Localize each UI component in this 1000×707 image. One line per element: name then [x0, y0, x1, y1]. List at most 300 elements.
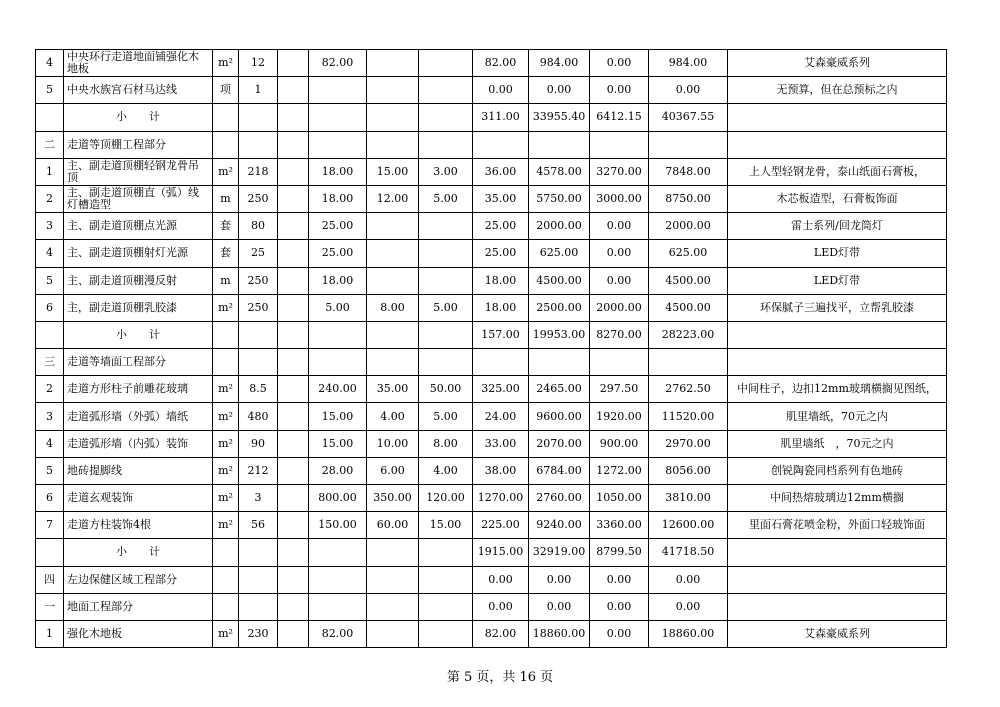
cell-unit-total: 0.00	[473, 77, 529, 104]
cell-material-total: 9600.00	[529, 403, 590, 430]
cell-row-total: 0.00	[649, 566, 728, 593]
cell-unit: m²	[213, 294, 239, 321]
cell-item-name: 地砖提脚线	[64, 457, 213, 484]
cell-row-total: 28223.00	[649, 321, 728, 348]
cell-item-name: 走道方柱装饰4根	[64, 512, 213, 539]
table-row	[36, 376, 947, 403]
cell-item-name: 主、副走道顶棚漫反射	[64, 267, 213, 294]
cell-unit-total: 311.00	[473, 104, 529, 131]
cell-remarks	[728, 539, 947, 566]
cell-col-blank	[278, 539, 309, 566]
cell-unit: m²	[213, 403, 239, 430]
cell-item-name: 中央环行走道地面铺强化木地板	[64, 50, 213, 77]
cell-unit: m²	[213, 376, 239, 403]
cell-row-index: 3	[36, 403, 64, 430]
cell-row-index: 7	[36, 512, 64, 539]
cell-row-index	[36, 321, 64, 348]
cell-labor-price	[367, 539, 419, 566]
cell-material-total: 4500.00	[529, 267, 590, 294]
cell-material-total: 32919.00	[529, 539, 590, 566]
cell-item-name: 小 计	[64, 321, 213, 348]
cell-remarks	[728, 349, 947, 376]
cell-unit	[213, 349, 239, 376]
cell-unit	[213, 131, 239, 158]
cell-row-total: 18860.00	[649, 620, 728, 647]
cell-quantity: 1	[239, 77, 278, 104]
cell-labor-price	[367, 593, 419, 620]
cell-item-name: 地面工程部分	[64, 593, 213, 620]
table-row	[36, 485, 947, 512]
cell-labor-price	[367, 620, 419, 647]
cell-quantity: 250	[239, 294, 278, 321]
cell-row-index: 6	[36, 294, 64, 321]
cell-labor-total: 3270.00	[590, 158, 649, 185]
cell-labor-total: 8799.50	[590, 539, 649, 566]
cell-material-price	[309, 131, 367, 158]
cell-remarks	[728, 566, 947, 593]
cell-labor-total: 8270.00	[590, 321, 649, 348]
cell-misc-price	[419, 213, 473, 240]
cell-misc-price	[419, 349, 473, 376]
cell-quantity: 480	[239, 403, 278, 430]
cell-col-blank	[278, 240, 309, 267]
cell-item-name: 小 计	[64, 104, 213, 131]
cell-row-index: 6	[36, 485, 64, 512]
table-row	[36, 104, 947, 131]
cell-quantity: 230	[239, 620, 278, 647]
cell-labor-price	[367, 213, 419, 240]
cell-material-price: 25.00	[309, 240, 367, 267]
table-row	[36, 593, 947, 620]
cell-material-total: 2465.00	[529, 376, 590, 403]
cell-unit: m	[213, 185, 239, 212]
cell-labor-total: 0.00	[590, 566, 649, 593]
cell-item-name: 小 计	[64, 539, 213, 566]
cell-quantity	[239, 104, 278, 131]
cell-unit-total: 25.00	[473, 213, 529, 240]
cell-labor-price: 15.00	[367, 158, 419, 185]
cell-unit-total: 1270.00	[473, 485, 529, 512]
cell-row-index: 三	[36, 349, 64, 376]
cell-material-price	[309, 349, 367, 376]
cell-row-total: 2970.00	[649, 430, 728, 457]
cell-misc-price	[419, 593, 473, 620]
cell-material-price: 150.00	[309, 512, 367, 539]
table-row	[36, 321, 947, 348]
cell-col-blank	[278, 620, 309, 647]
cell-row-total: 2000.00	[649, 213, 728, 240]
cell-misc-price	[419, 321, 473, 348]
cell-col-blank	[278, 376, 309, 403]
cell-col-blank	[278, 430, 309, 457]
cell-material-price: 800.00	[309, 485, 367, 512]
cell-quantity: 25	[239, 240, 278, 267]
cell-remarks: LED灯带	[728, 267, 947, 294]
cell-unit-total: 225.00	[473, 512, 529, 539]
cell-row-total: 0.00	[649, 77, 728, 104]
cell-remarks: 艾森豪威系列	[728, 50, 947, 77]
table-row	[36, 430, 947, 457]
cell-unit-total: 33.00	[473, 430, 529, 457]
cell-col-blank	[278, 566, 309, 593]
cell-quantity: 12	[239, 50, 278, 77]
cell-misc-price: 50.00	[419, 376, 473, 403]
cell-labor-price: 8.00	[367, 294, 419, 321]
cell-material-total: 4578.00	[529, 158, 590, 185]
table-row	[36, 294, 947, 321]
cell-item-name: 走道等墙面工程部分	[64, 349, 213, 376]
cell-unit	[213, 593, 239, 620]
cell-misc-price: 15.00	[419, 512, 473, 539]
cell-row-total: 984.00	[649, 50, 728, 77]
table-row	[36, 457, 947, 484]
cell-item-name: 走道弧形墙（内弧）装饰	[64, 430, 213, 457]
cell-labor-price	[367, 50, 419, 77]
cell-item-name: 走道弧形墙（外弧）墙纸	[64, 403, 213, 430]
cell-col-blank	[278, 593, 309, 620]
cell-row-index: 3	[36, 213, 64, 240]
cell-material-price: 15.00	[309, 430, 367, 457]
cell-material-total	[529, 131, 590, 158]
cell-row-index: 4	[36, 50, 64, 77]
cell-col-blank	[278, 457, 309, 484]
cell-labor-total: 297.50	[590, 376, 649, 403]
cell-labor-total: 3360.00	[590, 512, 649, 539]
cell-quantity	[239, 566, 278, 593]
cell-quantity	[239, 539, 278, 566]
cell-misc-price: 4.00	[419, 457, 473, 484]
cell-unit-total: 82.00	[473, 620, 529, 647]
cell-item-name: 强化木地板	[64, 620, 213, 647]
cell-material-total: 984.00	[529, 50, 590, 77]
cell-quantity: 250	[239, 267, 278, 294]
cell-misc-price: 5.00	[419, 294, 473, 321]
cell-col-blank	[278, 485, 309, 512]
cell-material-price: 28.00	[309, 457, 367, 484]
table-row	[36, 267, 947, 294]
cell-col-blank	[278, 185, 309, 212]
cell-quantity	[239, 131, 278, 158]
cell-material-price: 5.00	[309, 294, 367, 321]
cell-unit-total: 82.00	[473, 50, 529, 77]
cell-material-total: 2000.00	[529, 213, 590, 240]
cell-misc-price	[419, 539, 473, 566]
cell-unit: m²	[213, 485, 239, 512]
cell-unit: m²	[213, 50, 239, 77]
cell-labor-price: 12.00	[367, 185, 419, 212]
cell-row-total: 4500.00	[649, 267, 728, 294]
cell-misc-price	[419, 77, 473, 104]
cell-material-total: 625.00	[529, 240, 590, 267]
cell-material-price: 82.00	[309, 620, 367, 647]
cell-remarks: 创锐陶瓷同档系列有色地砖	[728, 457, 947, 484]
cell-misc-price	[419, 620, 473, 647]
page-number-label: 第 5 页，共 16 页	[446, 670, 554, 685]
cell-labor-total: 0.00	[590, 213, 649, 240]
cell-labor-total: 0.00	[590, 593, 649, 620]
cell-labor-price	[367, 131, 419, 158]
cell-material-total: 19953.00	[529, 321, 590, 348]
cell-labor-total: 6412.15	[590, 104, 649, 131]
cell-row-index: 5	[36, 77, 64, 104]
cell-material-total: 2070.00	[529, 430, 590, 457]
cell-remarks: 无预算，但在总预标之内	[728, 77, 947, 104]
cell-remarks: 艾森豪威系列	[728, 620, 947, 647]
cell-labor-total: 0.00	[590, 50, 649, 77]
cell-labor-price	[367, 349, 419, 376]
cell-material-total: 9240.00	[529, 512, 590, 539]
cell-quantity: 90	[239, 430, 278, 457]
cell-remarks: LED灯带	[728, 240, 947, 267]
cell-row-index: 1	[36, 620, 64, 647]
cell-col-blank	[278, 349, 309, 376]
cell-material-price	[309, 104, 367, 131]
cell-material-total: 0.00	[529, 593, 590, 620]
cell-quantity: 80	[239, 213, 278, 240]
cell-misc-price	[419, 267, 473, 294]
cell-row-index	[36, 539, 64, 566]
cell-remarks	[728, 593, 947, 620]
table-row	[36, 185, 947, 212]
cell-unit	[213, 104, 239, 131]
cell-labor-price: 10.00	[367, 430, 419, 457]
cell-remarks: 里面石膏花喷金粉，外面口轻玻饰面	[728, 512, 947, 539]
cell-item-name: 走道等顶棚工程部分	[64, 131, 213, 158]
cell-unit: m²	[213, 457, 239, 484]
cell-row-index: 4	[36, 240, 64, 267]
cell-unit: m²	[213, 430, 239, 457]
cell-material-total: 18860.00	[529, 620, 590, 647]
cell-unit-total: 1915.00	[473, 539, 529, 566]
cell-labor-total: 1050.00	[590, 485, 649, 512]
cell-row-index: 4	[36, 430, 64, 457]
cell-material-price	[309, 321, 367, 348]
cell-unit-total: 18.00	[473, 294, 529, 321]
cell-material-total	[529, 349, 590, 376]
cell-material-price: 18.00	[309, 185, 367, 212]
table-row	[36, 539, 947, 566]
cell-unit-total: 36.00	[473, 158, 529, 185]
cell-remarks: 中间柱子，边扣12mm玻璃横搁见图纸，	[728, 376, 947, 403]
cell-quantity: 56	[239, 512, 278, 539]
cell-misc-price	[419, 131, 473, 158]
cell-item-name: 中央水族宫石材马达线	[64, 77, 213, 104]
cell-quantity	[239, 593, 278, 620]
cell-labor-total: 0.00	[590, 620, 649, 647]
cell-unit-total: 35.00	[473, 185, 529, 212]
cell-row-index: 5	[36, 267, 64, 294]
cell-labor-price: 4.00	[367, 403, 419, 430]
cell-material-total: 5750.00	[529, 185, 590, 212]
cell-col-blank	[278, 50, 309, 77]
cell-row-total	[649, 131, 728, 158]
cell-item-name: 走道玄观装饰	[64, 485, 213, 512]
cell-col-blank	[278, 403, 309, 430]
cell-quantity: 212	[239, 457, 278, 484]
cell-misc-price: 120.00	[419, 485, 473, 512]
cell-labor-total: 0.00	[590, 77, 649, 104]
cell-labor-total	[590, 131, 649, 158]
table-row	[36, 213, 947, 240]
cell-material-total: 0.00	[529, 77, 590, 104]
table-row	[36, 77, 947, 104]
cell-row-total: 0.00	[649, 593, 728, 620]
cell-item-name: 主、副走道顶棚射灯光源	[64, 240, 213, 267]
cell-row-index: 5	[36, 457, 64, 484]
table-row	[36, 50, 947, 77]
cell-misc-price: 8.00	[419, 430, 473, 457]
cell-row-total: 8056.00	[649, 457, 728, 484]
cell-unit-total	[473, 349, 529, 376]
cell-row-total: 4500.00	[649, 294, 728, 321]
cell-remarks: 中间热熔玻璃边12mm横搁	[728, 485, 947, 512]
cell-quantity: 8.5	[239, 376, 278, 403]
cell-misc-price	[419, 104, 473, 131]
cell-labor-total: 900.00	[590, 430, 649, 457]
cell-col-blank	[278, 321, 309, 348]
cell-labor-price: 6.00	[367, 457, 419, 484]
cell-unit: m²	[213, 620, 239, 647]
cell-labor-price: 350.00	[367, 485, 419, 512]
cell-item-name: 走道方形柱子前雕花玻璃	[64, 376, 213, 403]
table-row	[36, 512, 947, 539]
cell-material-price	[309, 593, 367, 620]
cell-labor-total: 1272.00	[590, 457, 649, 484]
budget-table	[35, 49, 947, 648]
cell-unit-total: 24.00	[473, 403, 529, 430]
cell-row-total	[649, 349, 728, 376]
cell-col-blank	[278, 213, 309, 240]
cell-material-price: 82.00	[309, 50, 367, 77]
cell-row-index: 2	[36, 185, 64, 212]
cell-material-price: 18.00	[309, 267, 367, 294]
cell-unit: 套	[213, 240, 239, 267]
cell-material-price	[309, 566, 367, 593]
cell-col-blank	[278, 512, 309, 539]
cell-row-total: 8750.00	[649, 185, 728, 212]
table-row	[36, 158, 947, 185]
cell-unit: m²	[213, 158, 239, 185]
table-row	[36, 240, 947, 267]
cell-material-price	[309, 539, 367, 566]
cell-remarks	[728, 321, 947, 348]
cell-material-price: 15.00	[309, 403, 367, 430]
cell-item-name: 主、副走道顶棚轻钢龙骨吊顶	[64, 158, 213, 185]
cell-row-index: 二	[36, 131, 64, 158]
cell-unit-total: 0.00	[473, 593, 529, 620]
cell-row-total: 41718.50	[649, 539, 728, 566]
table-row	[36, 566, 947, 593]
cell-unit	[213, 321, 239, 348]
cell-quantity: 3	[239, 485, 278, 512]
cell-misc-price: 3.00	[419, 158, 473, 185]
cell-misc-price: 5.00	[419, 403, 473, 430]
cell-quantity	[239, 321, 278, 348]
cell-row-total: 2762.50	[649, 376, 728, 403]
cell-unit-total: 0.00	[473, 566, 529, 593]
cell-misc-price	[419, 566, 473, 593]
cell-row-index: 四	[36, 566, 64, 593]
cell-unit-total: 325.00	[473, 376, 529, 403]
cell-unit	[213, 539, 239, 566]
cell-labor-total: 0.00	[590, 240, 649, 267]
cell-labor-total: 0.00	[590, 267, 649, 294]
cell-row-index	[36, 104, 64, 131]
cell-unit	[213, 566, 239, 593]
cell-material-total: 0.00	[529, 566, 590, 593]
cell-labor-price	[367, 321, 419, 348]
cell-labor-price	[367, 77, 419, 104]
cell-material-price	[309, 77, 367, 104]
cell-col-blank	[278, 294, 309, 321]
cell-remarks: 木芯板造型，石膏板饰面	[728, 185, 947, 212]
cell-row-total: 11520.00	[649, 403, 728, 430]
cell-labor-total	[590, 349, 649, 376]
cell-unit: m²	[213, 512, 239, 539]
cell-row-index: 1	[36, 158, 64, 185]
page-footer	[0, 666, 1000, 685]
cell-quantity: 250	[239, 185, 278, 212]
cell-col-blank	[278, 158, 309, 185]
cell-col-blank	[278, 267, 309, 294]
cell-material-total: 2500.00	[529, 294, 590, 321]
cell-remarks: 环保腻子三遍找平，立帮乳胶漆	[728, 294, 947, 321]
table-row	[36, 349, 947, 376]
cell-item-name: 主、副走道顶棚点光源	[64, 213, 213, 240]
cell-misc-price	[419, 50, 473, 77]
cell-unit: m	[213, 267, 239, 294]
cell-labor-total: 2000.00	[590, 294, 649, 321]
cell-labor-price	[367, 267, 419, 294]
cell-material-price: 240.00	[309, 376, 367, 403]
cell-quantity	[239, 349, 278, 376]
cell-labor-total: 1920.00	[590, 403, 649, 430]
cell-unit: 项	[213, 77, 239, 104]
cell-remarks: 肌里墙纸，70元之内	[728, 403, 947, 430]
cell-remarks: 上人型轻钢龙骨，泰山纸面石膏板，	[728, 158, 947, 185]
cell-misc-price: 5.00	[419, 185, 473, 212]
cell-item-name: 左边保健区域工程部分	[64, 566, 213, 593]
cell-labor-price: 35.00	[367, 376, 419, 403]
cell-unit: 套	[213, 213, 239, 240]
cell-row-index: 2	[36, 376, 64, 403]
cell-unit-total	[473, 131, 529, 158]
cell-material-total: 33955.40	[529, 104, 590, 131]
cell-labor-price	[367, 240, 419, 267]
cell-labor-price	[367, 566, 419, 593]
cell-col-blank	[278, 104, 309, 131]
cell-item-name: 主、副走道顶棚直（弧）线灯槽造型	[64, 185, 213, 212]
table-row	[36, 403, 947, 430]
cell-labor-total: 3000.00	[590, 185, 649, 212]
cell-unit-total: 157.00	[473, 321, 529, 348]
cell-col-blank	[278, 131, 309, 158]
table-row	[36, 620, 947, 647]
cell-unit-total: 18.00	[473, 267, 529, 294]
cell-unit-total: 38.00	[473, 457, 529, 484]
cell-unit-total: 25.00	[473, 240, 529, 267]
cell-material-total: 2760.00	[529, 485, 590, 512]
cell-material-price: 18.00	[309, 158, 367, 185]
cell-material-total: 6784.00	[529, 457, 590, 484]
cell-quantity: 218	[239, 158, 278, 185]
cell-col-blank	[278, 77, 309, 104]
cell-row-total: 40367.55	[649, 104, 728, 131]
cell-item-name: 主，副走道顶棚乳胶漆	[64, 294, 213, 321]
table-row	[36, 131, 947, 158]
cell-row-total: 625.00	[649, 240, 728, 267]
cell-labor-price	[367, 104, 419, 131]
